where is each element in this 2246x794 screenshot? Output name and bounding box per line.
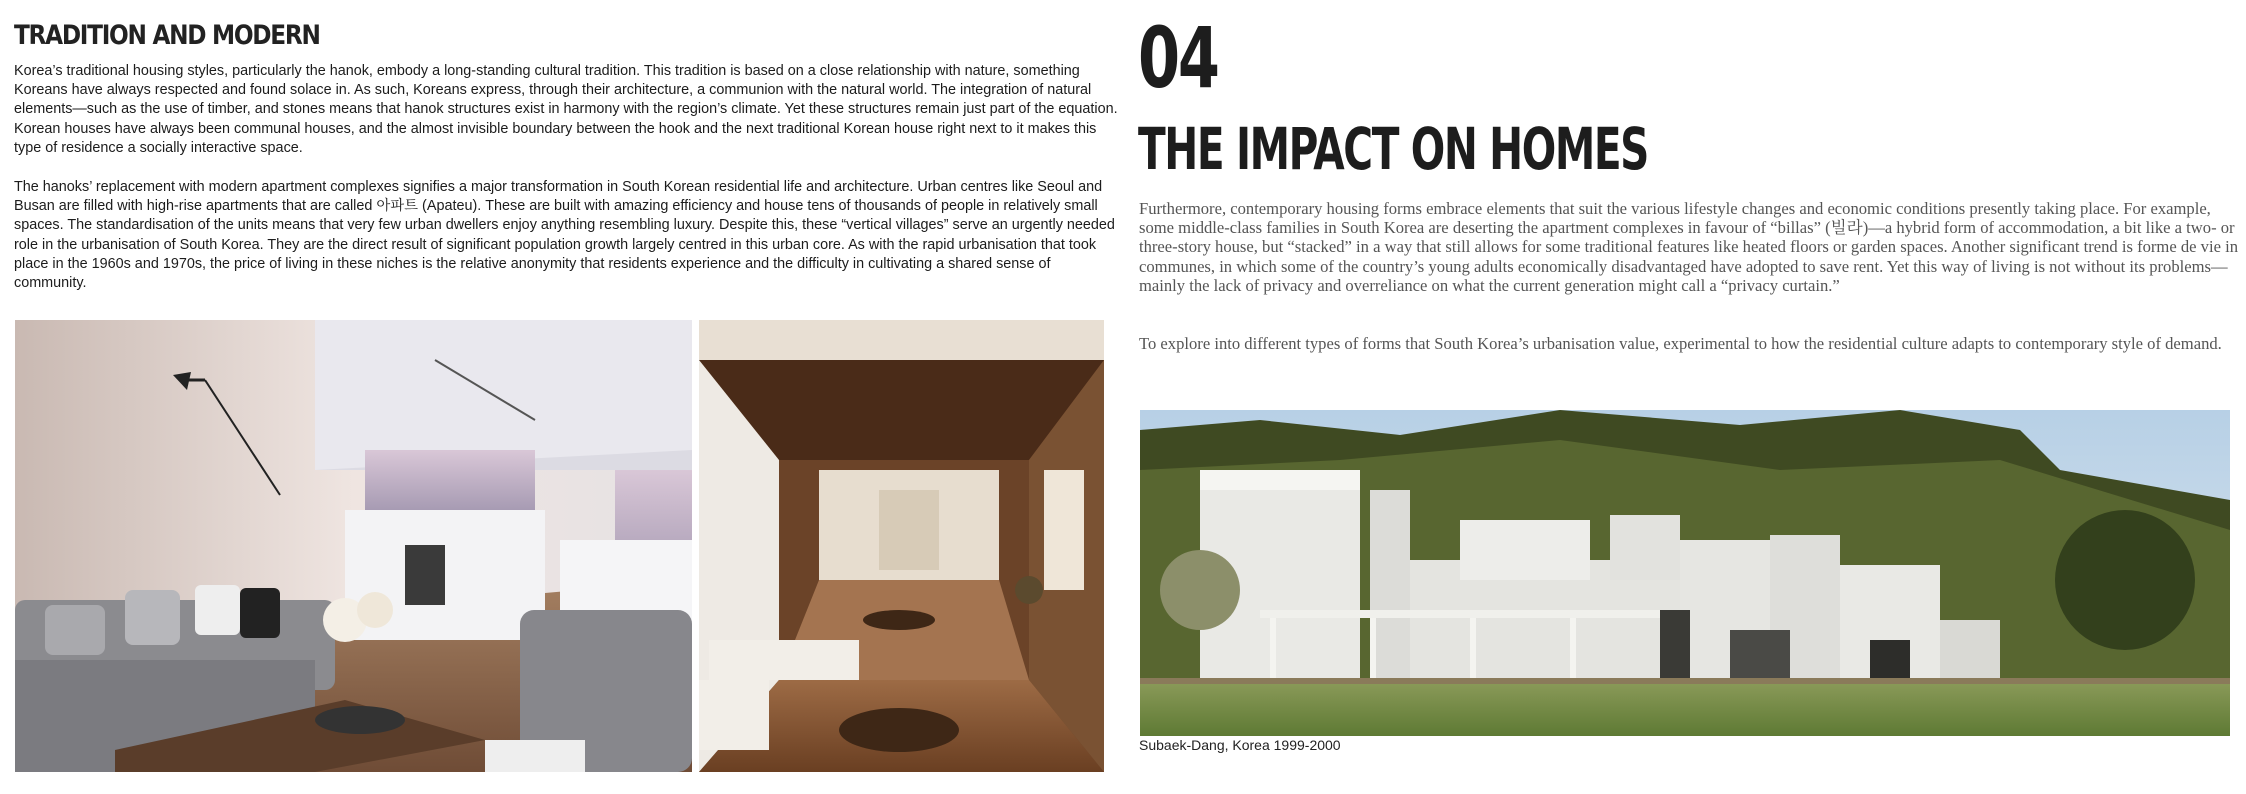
chapter-paragraph-2: To explore into different types of forms that South Korea’s urbanisation value, experimental to how the residential culture adapts to contemporary style of demand. <box>1139 334 2222 353</box>
section-title: TRADITION AND MODERN <box>14 20 320 51</box>
body-paragraph-2: The hanoks’ replacement with modern apartment complexes signifies a major transformation in South Korean residential life and architecture. Urban centres like Seoul and Busan are filled with high-rise apartments that are called 아파트 (Apateu). These are built with amazing efficiency and house tens of thousands of people in relatively small spaces. The standardisation of the units means that very few urban dwellers enjoy anything resembling luxury. Despite this, these “vertical villages” serve an urgently needed role in the urbanisation of South Korea. They are the direct result of significant population growth largely centred in this urban core. As with the rapid urbanisation that took place in the 1960s and 1970s, the price of living in these niches is the relative anonymity that residents experience and the difficulty in cultivating a shared sense of community. <box>14 179 1115 292</box>
hanok-interior-photo <box>699 320 1104 772</box>
chapter-number: 04 <box>1138 9 1218 107</box>
subaek-dang-photo <box>1140 410 2230 736</box>
photo-caption: Subaek-Dang, Korea 1999-2000 <box>1139 737 1341 753</box>
chapter-paragraph-1: Furthermore, contemporary housing forms embrace elements that suit the various lifestyle changes and economic conditions presently taking place. For example, some middle-class families in South Korea are deserting the apartment complexes in favour of “billas” (빌라)—a hybrid form of accommodation, a bit like a two- or three-story house, but “stacked” in a way that still allows for some traditional features like heated floors or garden spaces. Another significant trend is forme de vie in communes, in which some of the country’s young adults economically disadvantaged have adopted to save rent. Yet this way of living is not without its problems—mainly the lack of privacy and overreliance on what the current generation might call a “privacy curtain.” <box>1139 199 2238 295</box>
chapter-title: THE IMPACT ON HOMES <box>1138 115 1649 183</box>
body-paragraph-1: Korea’s traditional housing styles, particularly the hanok, embody a long-standing cultural tradition. This tradition is based on a close relationship with nature, something Koreans have always respected and found solace in. As such, Koreans express, through their architecture, a communion with the natural world. The integration of natural elements—such as the use of timber, and stones means that hanok structures exist in harmony with the region’s climate. Yet these structures remain just part of the equation. Korean houses have always been communal houses, and the almost invisible boundary between the hook and the next traditional Korean house right next to it makes this type of residence a socially interactive space. <box>14 63 1118 156</box>
modern-living-room-photo <box>15 320 692 772</box>
